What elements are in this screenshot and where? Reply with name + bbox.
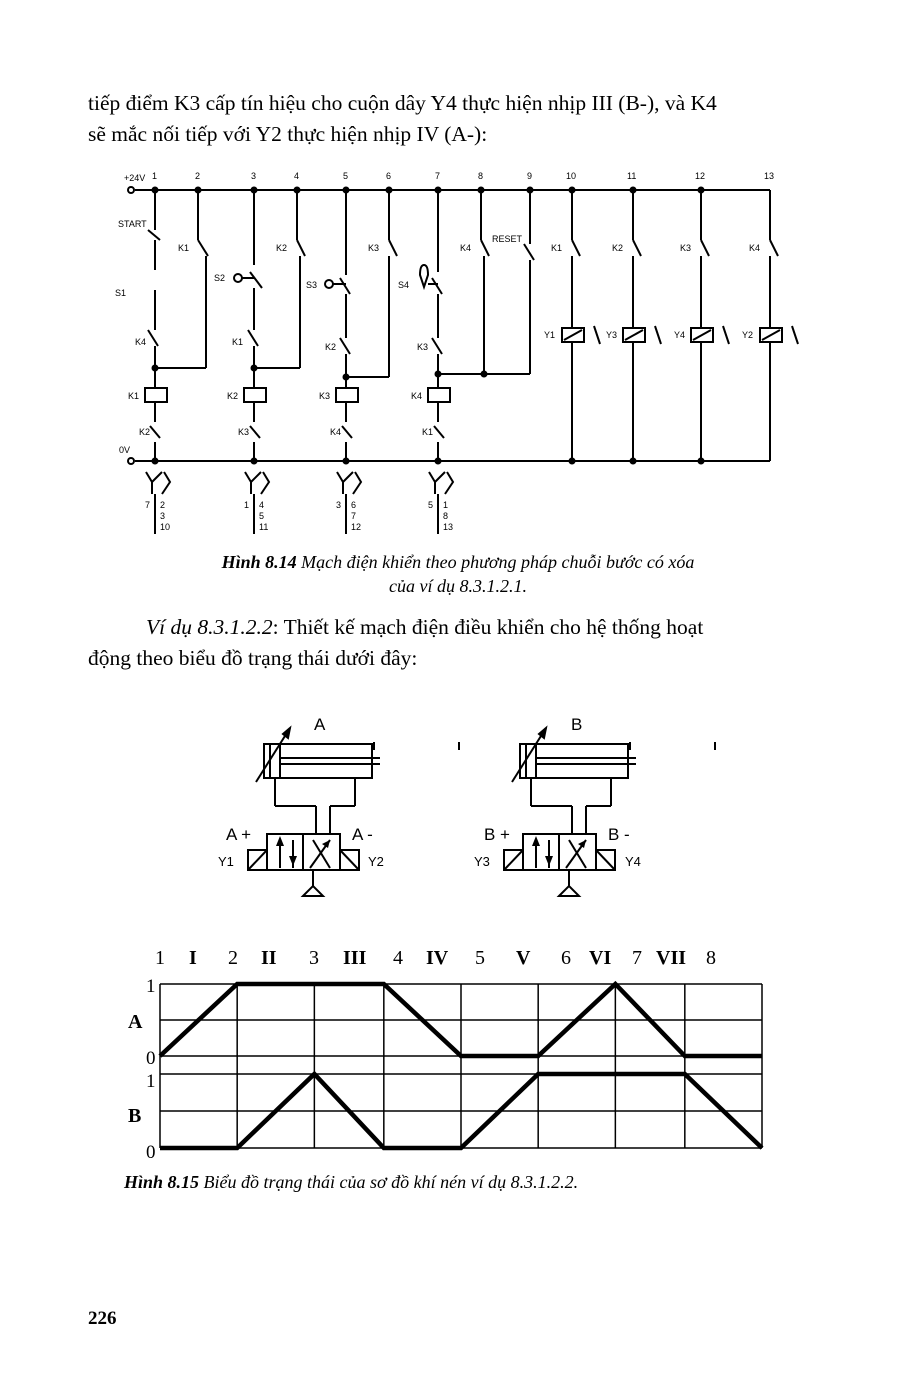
contact-ref-right: 2 (160, 500, 166, 510)
col-number: 1 (152, 171, 158, 181)
label-k1: K1 (178, 243, 190, 253)
b-level-one: 1 (146, 1071, 156, 1092)
paragraph-1-line-1: tiếp điểm K3 cấp tín hiệu cho cuộn dây Y4 thực hiện nhịp III (B-), và K4 (88, 91, 717, 115)
label-plus24v: +24V (124, 173, 146, 183)
col-number: 4 (294, 171, 300, 181)
contact-ref-right: 5 (259, 511, 265, 521)
step-number: 1 (155, 947, 165, 969)
contact-ref-left: 1 (244, 500, 250, 510)
figure-8-15-caption (124, 1172, 578, 1193)
figure-8-14-text-1: Mạch điện khiển theo phương pháp chuỗi bước có xóa (301, 552, 695, 572)
contact-ref-left: 7 (145, 500, 151, 510)
label-k3: K3 (368, 243, 380, 253)
phase-label: I (189, 947, 197, 969)
col-number: 11 (627, 171, 637, 181)
col-number: 7 (435, 171, 441, 181)
label-y1: Y1 (544, 330, 556, 340)
label-k3: K3 (680, 243, 692, 253)
contact-ref-right: 13 (443, 522, 454, 532)
label-s3: S3 (306, 280, 318, 290)
label-y2: Y2 (742, 330, 754, 340)
col-number: 6 (386, 171, 392, 181)
step-number: 4 (393, 947, 403, 969)
paragraph-2-line-2: động theo biểu đồ trạng thái dưới đây: (88, 646, 418, 670)
label-0v: 0V (119, 445, 131, 455)
label-k2: K2 (139, 427, 151, 437)
state-diagram-chart (0, 940, 916, 1170)
label-k2: K2 (276, 243, 288, 253)
col-number: 13 (764, 171, 775, 181)
paragraph-2 (88, 612, 828, 674)
a-minus-label: A - (352, 825, 373, 844)
page-number: 226 (88, 1308, 117, 1329)
step-number: 5 (475, 947, 485, 969)
row-b-label: B (128, 1105, 142, 1127)
step-number: 2 (228, 947, 238, 969)
cylinder-b-label: B (571, 715, 583, 734)
col-number: 12 (695, 171, 706, 181)
step-number: 3 (309, 947, 319, 969)
phase-label: VII (656, 947, 687, 969)
label-k4: K4 (135, 337, 147, 347)
contact-ref-right: 3 (160, 511, 166, 521)
step-number: 6 (561, 947, 571, 969)
example-label: Ví dụ 8.3.1.2.2 (146, 615, 273, 639)
cylinder-a-label: A (314, 715, 326, 734)
phase-label: VI (589, 947, 612, 969)
contact-ref-right: 8 (443, 511, 449, 521)
a-level-one: 1 (146, 976, 156, 997)
label-s2: S2 (214, 273, 226, 283)
b-minus-label: B - (608, 825, 630, 844)
label-k3: K3 (319, 391, 331, 401)
label-s4: S4 (398, 280, 410, 290)
col-number: 10 (566, 171, 577, 181)
label-start: START (118, 219, 147, 229)
contact-ref-left: 3 (336, 500, 342, 510)
label-k3: K3 (238, 427, 250, 437)
label-k3: K3 (417, 342, 429, 352)
col-number: 3 (251, 171, 257, 181)
phase-label: III (343, 947, 367, 969)
contact-ref-right: 7 (351, 511, 357, 521)
col-number: 8 (478, 171, 484, 181)
paragraph-1-line-2: sẽ mắc nối tiếp với Y2 thực hiện nhịp IV (A-): (88, 122, 488, 146)
label-k1: K1 (422, 427, 434, 437)
label-k2: K2 (227, 391, 239, 401)
col-number: 5 (343, 171, 349, 181)
label-k4: K4 (460, 243, 472, 253)
contact-ref-right: 1 (443, 500, 449, 510)
contact-ref-left: 5 (428, 500, 434, 510)
y3-label: Y3 (474, 854, 490, 869)
col-number: 9 (527, 171, 533, 181)
figure-8-15-text: Biểu đồ trạng thái của sơ đồ khí nén ví dụ 8.3.1.2.2. (203, 1172, 579, 1192)
contact-ref-right: 12 (351, 522, 362, 532)
contact-ref-right: 10 (160, 522, 171, 532)
figure-8-15-number: Hình 8.15 (124, 1172, 200, 1192)
figure-8-14-number: Hình 8.14 (221, 552, 297, 572)
step-number: 7 (632, 947, 642, 969)
col-number: 2 (195, 171, 201, 181)
label-y3: Y3 (606, 330, 618, 340)
phase-label: II (261, 947, 277, 969)
label-k4: K4 (330, 427, 342, 437)
label-k4: K4 (749, 243, 761, 253)
label-k1: K1 (128, 391, 140, 401)
a-plus-label: A + (226, 825, 252, 844)
label-k4: K4 (411, 391, 423, 401)
y4-label: Y4 (625, 854, 641, 869)
paragraph-2-line-1: : Thiết kế mạch điện điều khiển cho hệ thống hoạt (272, 615, 704, 639)
contact-ref-right: 4 (259, 500, 265, 510)
y1-label: Y1 (218, 854, 234, 869)
step-number: 8 (706, 947, 716, 969)
contact-ref-right: 11 (259, 522, 269, 532)
a-level-zero: 0 (146, 1048, 156, 1069)
figure-8-14-text-2: của ví dụ 8.3.1.2.1. (389, 576, 527, 596)
paragraph-1 (88, 88, 828, 150)
row-a-label: A (128, 1011, 143, 1033)
b-plus-label: B + (484, 825, 510, 844)
label-reset: RESET (492, 234, 523, 244)
phase-label: V (516, 947, 531, 969)
label-k2: K2 (612, 243, 624, 253)
contact-ref-right: 6 (351, 500, 357, 510)
y2-label: Y2 (368, 854, 384, 869)
label-s1: S1 (115, 288, 127, 298)
label-k1: K1 (551, 243, 563, 253)
figure-8-14-caption (88, 550, 828, 598)
phase-label: IV (426, 947, 449, 969)
pneumatic-diagram (0, 700, 916, 920)
label-k2: K2 (325, 342, 337, 352)
label-k1: K1 (232, 337, 244, 347)
b-level-zero: 0 (146, 1142, 156, 1163)
label-y4: Y4 (674, 330, 686, 340)
